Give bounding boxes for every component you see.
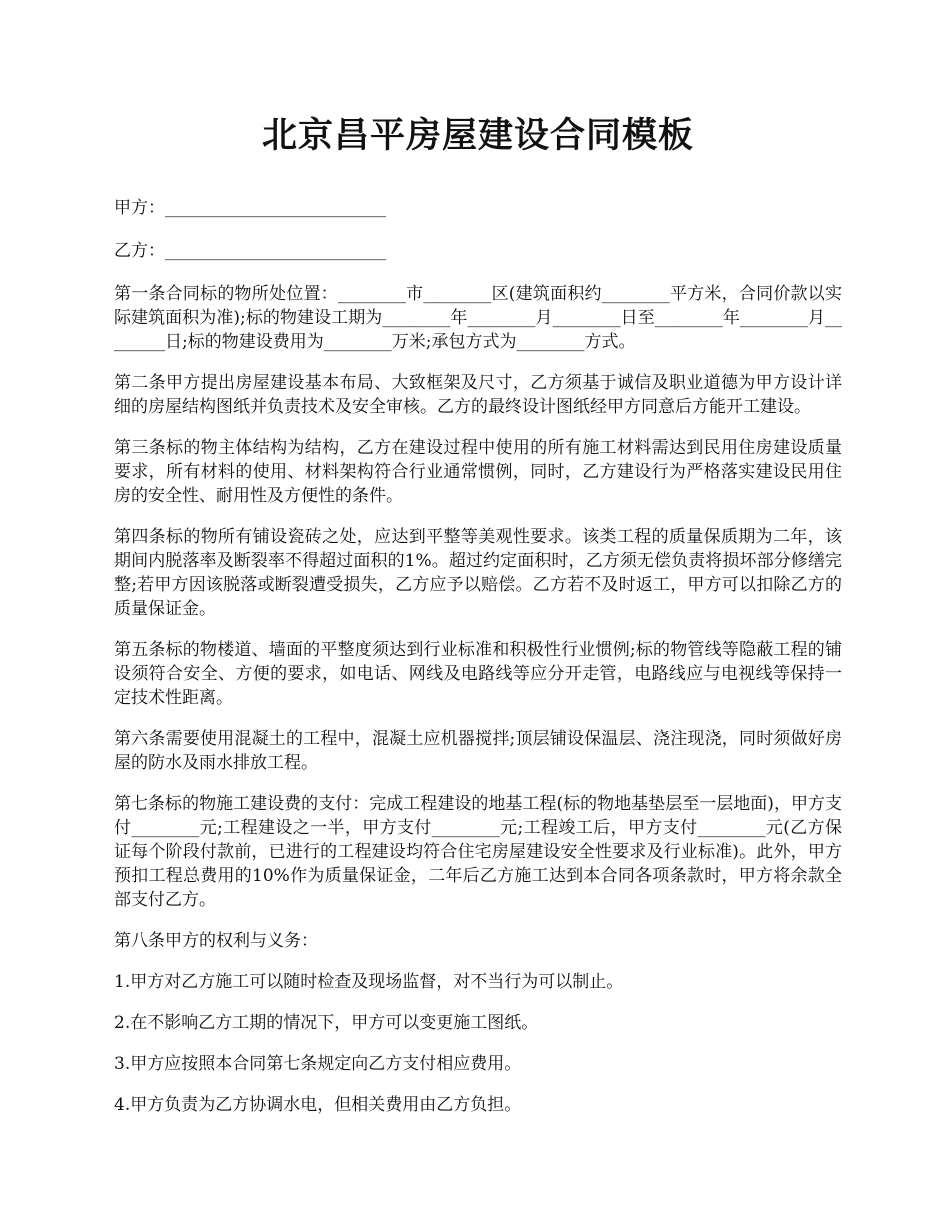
clause-4-paragraph: 第四条标的物所有铺设瓷砖之处，应达到平整等美观性要求。该类工程的质量保质期为二年，该期间内脱落率及断裂率不得超过面积的1%。超过约定面积时，乙方须无偿负责将损坏部分修缮完整;若甲方因该脱落或断裂遭受损失，乙方应予以赔偿。乙方若不及时返工，甲方可以扣除乙方的质量保证金。 (114, 527, 842, 619)
clause-1-paragraph: 第一条合同标的物所处位置：________市________区(建筑面积约________平方米，合同价款以实际建筑面积为准);标的物建设工期为________年________月________日至________年________月________日;标的物建设费用为________万米;承包方式为________方式。 (114, 284, 842, 352)
clause-8-item-1: 1.甲方对乙方施工可以随时检查及现场监督，对不当行为可以制止。 (114, 972, 624, 992)
party-a-line: 甲方：__________________________ (114, 198, 386, 218)
clause-3-paragraph: 第三条标的物主体结构为结构，乙方在建设过程中使用的所有施工材料需达到民用住房建设质量要求，所有材料的使用、材料架构符合行业通常惯例，同时，乙方建设行为严格落实建设民用住房的安全性、耐用性及方便性的条件。 (114, 438, 842, 506)
clause-2-paragraph: 第二条甲方提出房屋建设基本布局、大致框架及尺寸，乙方须基于诚信及职业道德为甲方设计详细的房屋结构图纸并负责技术及安全审核。乙方的最终设计图纸经甲方同意后方能开工建设。 (114, 373, 842, 417)
clause-8-item-4: 4.甲方负责为乙方协调水电，但相关费用由乙方负担。 (114, 1095, 522, 1115)
document-title: 北京昌平房屋建设合同模板 (261, 115, 694, 156)
clause-8-item-3: 3.甲方应按照本合同第七条规定向乙方支付相应费用。 (114, 1054, 522, 1074)
clause-7-paragraph: 第七条标的物施工建设费的支付：完成工程建设的地基工程(标的物地基垫层至一层地面)，甲方支付________元;工程建设之一半，甲方支付________元;工程竣工后，甲方支付________元(乙方保证每个阶段付款前，已进行的工程建设均符合住宅房屋建设安全性要求及行业标准)。此外，甲方预扣工程总费用的10%作为质量保证金，二年后乙方施工达到本合同各项条款时，甲方将余款全部支付乙方。 (114, 794, 842, 910)
clause-8-heading: 第八条甲方的权利与义务： (114, 931, 318, 951)
clause-8-item-2: 2.在不影响乙方工期的情况下，甲方可以变更施工图纸。 (114, 1013, 539, 1033)
clause-6-paragraph: 第六条需要使用混凝土的工程中，混凝土应机器搅拌;顶层铺设保温层、浇注现浇，同时须做好房屋的防水及雨水排放工程。 (114, 729, 842, 773)
party-b-line: 乙方：__________________________ (114, 241, 386, 261)
clause-5-paragraph: 第五条标的物楼道、墙面的平整度须达到行业标准和积极性行业惯例;标的物管线等隐蔽工程的铺设须符合安全、方便的要求，如电话、网线及电路线等应分开走管，电路线应与电视线等保持一定技术性距离。 (114, 640, 842, 708)
